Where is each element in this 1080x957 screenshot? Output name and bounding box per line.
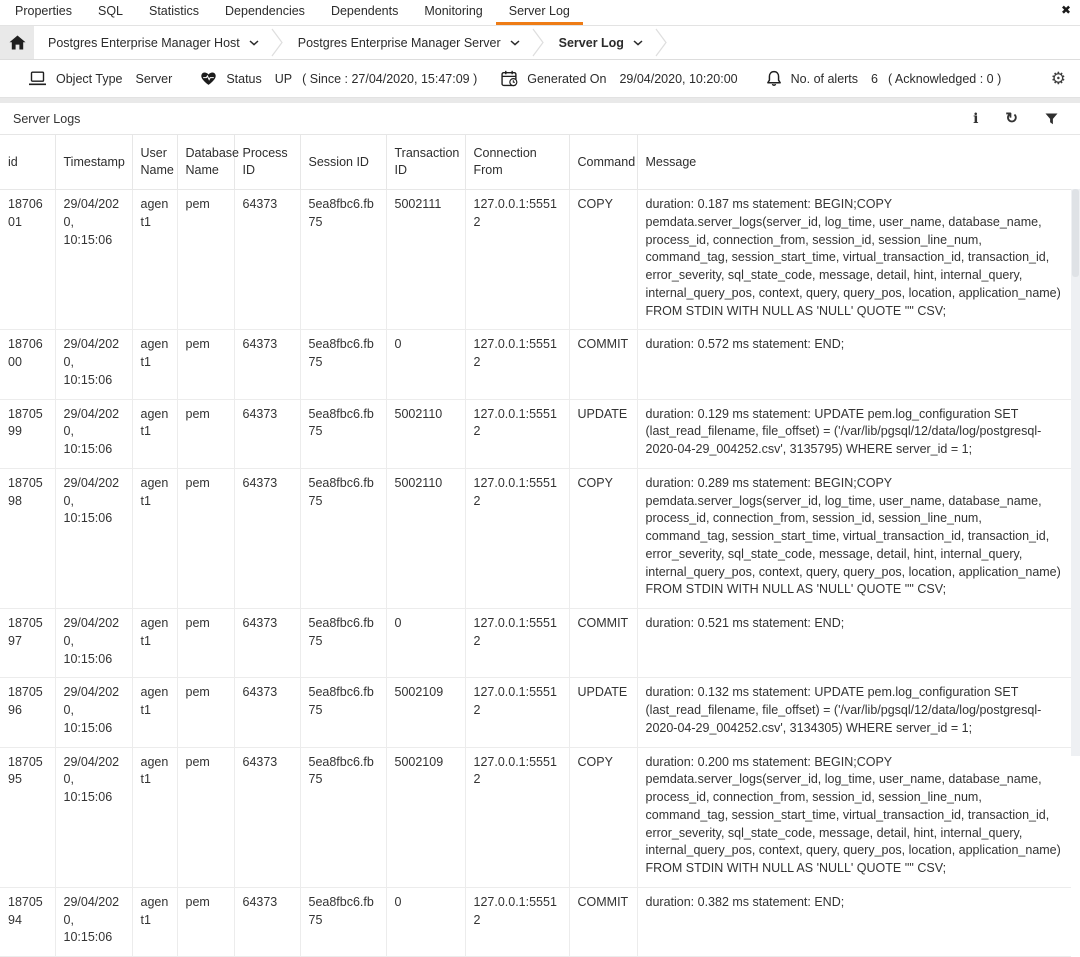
column-header-transaction-id[interactable]: Transaction ID [386,135,465,190]
tab-sql[interactable]: SQL [97,4,123,18]
cell-process: 64373 [234,609,300,678]
tab-monitoring[interactable]: Monitoring [424,4,483,18]
cell-timestamp: 29/04/2020, 10:15:06 [55,887,132,956]
cell-process: 64373 [234,747,300,887]
generated-on-value: 29/04/2020, 10:20:00 [619,71,738,86]
cell-message: duration: 0.521 ms statement: END; [637,609,1071,678]
object-tab-bar [0,0,1080,26]
cell-id: 1870600 [0,330,55,399]
table-row[interactable] [0,190,1071,330]
cell-command: UPDATE [569,399,637,468]
cell-database: pem [177,678,234,747]
cell-transaction: 5002109 [386,747,465,887]
chevron-down-icon [510,40,520,46]
cell-timestamp: 29/04/2020, 10:15:06 [55,747,132,887]
vertical-scrollbar[interactable] [1071,189,1080,756]
cell-transaction: 0 [386,887,465,956]
cell-connection: 127.0.0.1:55512 [465,330,569,399]
server-laptop-icon [28,71,47,86]
cell-user: agent1 [132,468,177,608]
cell-timestamp: 29/04/2020, 10:15:06 [55,399,132,468]
cell-id: 1870598 [0,468,55,608]
object-type-label: Object Type [56,71,123,86]
cell-timestamp: 29/04/2020, 10:15:06 [55,609,132,678]
cell-process: 64373 [234,887,300,956]
cell-command: UPDATE [569,678,637,747]
table-row[interactable] [0,399,1071,468]
close-icon[interactable]: ✖ [1060,3,1071,17]
cell-connection: 127.0.0.1:55512 [465,678,569,747]
table-row[interactable] [0,609,1071,678]
object-info-bar [0,60,1080,98]
cell-command: COPY [569,468,637,608]
column-header-timestamp[interactable]: Timestamp [55,135,132,190]
breadcrumb [0,26,1080,60]
column-header-id[interactable]: id [0,135,55,190]
status-value: UP [274,71,293,86]
cell-connection: 127.0.0.1:55512 [465,468,569,608]
tab-server-log[interactable]: Server Log [496,0,583,25]
cell-message: duration: 0.572 ms statement: END; [637,330,1071,399]
cell-message: duration: 0.132 ms statement: UPDATE pem.log_configuration SET (last_read_filename, file_offset) = ('/var/lib/pgsql/12/data/log/postgresql-2020-04-29_004252.csv', 3134305) WHERE server_id = 1; [637,678,1071,747]
settings-gear-icon[interactable]: ⚙ [1050,69,1066,88]
home-button[interactable] [0,26,34,59]
server-logs-table-wrap [0,135,1080,945]
breadcrumb-label: Postgres Enterprise Manager Host [48,35,240,50]
tab-statistics[interactable]: Statistics [149,4,200,18]
cell-connection: 127.0.0.1:55512 [465,887,569,956]
cell-command: COMMIT [569,609,637,678]
cell-id: 1870601 [0,190,55,330]
cell-timestamp: 29/04/2020, 10:15:06 [55,330,132,399]
cell-session: 5ea8fbc6.fb75 [300,609,386,678]
object-type-value: Server [135,71,173,86]
cell-user: agent1 [132,747,177,887]
cell-database: pem [177,330,234,399]
cell-transaction: 5002110 [386,468,465,608]
table-header-row [0,135,1071,190]
breadcrumb-item-postgres-enterprise-manager-server[interactable] [284,26,532,59]
table-row[interactable] [0,468,1071,608]
cell-timestamp: 29/04/2020, 10:15:06 [55,468,132,608]
cell-user: agent1 [132,678,177,747]
cell-id: 1870597 [0,609,55,678]
table-row[interactable] [0,887,1071,956]
cell-transaction: 5002111 [386,190,465,330]
cell-command: COPY [569,747,637,887]
table-row[interactable] [0,678,1071,747]
breadcrumb-label: Server Log [558,35,624,50]
cell-command: COMMIT [569,887,637,956]
cell-session: 5ea8fbc6.fb75 [300,887,386,956]
calendar-icon [501,70,518,87]
tab-properties[interactable]: Properties [15,4,72,18]
cell-database: pem [177,747,234,887]
cell-transaction: 5002109 [386,678,465,747]
breadcrumb-separator-icon [655,27,668,58]
cell-message: duration: 0.187 ms statement: BEGIN;COPY pemdata.server_logs(server_id, log_time, user_name, database_name, process_id, connection_from, session_id, session_line_num, command_tag, session_start_time, virtual_transaction_id, transaction_id, error_severity, sql_state_code, message, detail, hint, internal_query, internal_query_pos, context, query, query_pos, location, application_name) FROM STDIN WITH NULL AS 'NULL' QUOTE '"' CSV; [637,190,1071,330]
status-since: ( Since : 27/04/2020, 15:47:09 ) [302,71,478,86]
column-header-connection-from[interactable]: Connection From [465,135,569,190]
cell-process: 64373 [234,190,300,330]
cell-transaction: 0 [386,330,465,399]
cell-command: COMMIT [569,330,637,399]
cell-database: pem [177,190,234,330]
server-logs-panel-header [0,103,1080,135]
cell-timestamp: 29/04/2020, 10:15:06 [55,678,132,747]
status-heart-icon [200,71,217,86]
cell-session: 5ea8fbc6.fb75 [300,330,386,399]
cell-command: COPY [569,190,637,330]
cell-session: 5ea8fbc6.fb75 [300,399,386,468]
generated-on-label: Generated On [527,71,607,86]
breadcrumb-separator-icon [532,27,545,58]
cell-message: duration: 0.289 ms statement: BEGIN;COPY pemdata.server_logs(server_id, log_time, user_name, database_name, process_id, connection_from, session_id, session_line_num, command_tag, session_start_time, virtual_transaction_id, transaction_id, error_severity, sql_state_code, message, detail, hint, internal_query, internal_query_pos, context, query, query_pos, location, application_name) FROM STDIN WITH NULL AS 'NULL' QUOTE '"' CSV; [637,468,1071,608]
cell-transaction: 5002110 [386,399,465,468]
cell-process: 64373 [234,468,300,608]
cell-user: agent1 [132,190,177,330]
cell-message: duration: 0.129 ms statement: UPDATE pem.log_configuration SET (last_read_filename, file_offset) = ('/var/lib/pgsql/12/data/log/postgresql-2020-04-29_004252.csv', 3135795) WHERE server_id = 1; [637,399,1071,468]
breadcrumb-separator-icon [271,27,284,58]
column-header-user-name[interactable]: User Name [132,135,177,190]
column-header-message[interactable]: Message [637,135,1071,190]
cell-message: duration: 0.200 ms statement: BEGIN;COPY pemdata.server_logs(server_id, log_time, user_name, database_name, process_id, connection_from, session_id, session_line_num, command_tag, session_start_time, virtual_transaction_id, transaction_id, error_severity, sql_state_code, message, detail, hint, internal_query, internal_query_pos, context, query, query_pos, location, application_name) FROM STDIN WITH NULL AS 'NULL' QUOTE '"' CSV; [637,747,1071,887]
alerts-count: 6 [871,71,878,86]
alerts-acknowledged: ( Acknowledged : 0 ) [887,71,1002,86]
cell-session: 5ea8fbc6.fb75 [300,678,386,747]
breadcrumb-label: Postgres Enterprise Manager Server [297,35,501,50]
cell-session: 5ea8fbc6.fb75 [300,468,386,608]
cell-user: agent1 [132,887,177,956]
chevron-down-icon [249,40,259,46]
cell-message: duration: 0.382 ms statement: END; [637,887,1071,956]
cell-session: 5ea8fbc6.fb75 [300,190,386,330]
alerts-label: No. of alerts [790,71,859,86]
cell-connection: 127.0.0.1:55512 [465,399,569,468]
cell-database: pem [177,399,234,468]
column-header-session-id[interactable]: Session ID [300,135,386,190]
cell-user: agent1 [132,399,177,468]
chevron-down-icon [633,40,643,46]
cell-id: 1870596 [0,678,55,747]
alerts-bell-icon [766,70,782,87]
column-header-command[interactable]: Command [569,135,637,190]
cell-connection: 127.0.0.1:55512 [465,747,569,887]
column-header-database-name[interactable]: Database Name [177,135,234,190]
cell-connection: 127.0.0.1:55512 [465,609,569,678]
tab-dependencies[interactable]: Dependencies [225,4,305,18]
cell-timestamp: 29/04/2020, 10:15:06 [55,190,132,330]
cell-id: 1870594 [0,887,55,956]
cell-user: agent1 [132,609,177,678]
breadcrumb-item-postgres-enterprise-manager-host[interactable] [34,26,271,59]
cell-connection: 127.0.0.1:55512 [465,190,569,330]
column-header-process-id[interactable]: Process ID [234,135,300,190]
filter-icon[interactable] [1045,113,1058,125]
cell-user: agent1 [132,330,177,399]
cell-id: 1870599 [0,399,55,468]
breadcrumb-strip [34,26,1080,59]
home-icon [9,35,26,50]
cell-database: pem [177,609,234,678]
server-logs-table [0,135,1071,957]
table-row[interactable] [0,747,1071,887]
cell-database: pem [177,468,234,608]
refresh-icon[interactable]: ↻ [1005,110,1018,127]
status-label: Status [226,71,262,86]
cell-database: pem [177,887,234,956]
cell-session: 5ea8fbc6.fb75 [300,747,386,887]
breadcrumb-item-server-log[interactable] [545,26,655,59]
tab-dependents[interactable]: Dependents [330,4,399,18]
cell-transaction: 0 [386,609,465,678]
cell-process: 64373 [234,399,300,468]
panel-title: Server Logs [13,111,81,126]
table-row[interactable] [0,330,1071,399]
scrollbar-thumb[interactable] [1072,189,1079,277]
cell-id: 1870595 [0,747,55,887]
cell-process: 64373 [234,330,300,399]
info-icon[interactable]: i [973,110,979,127]
cell-process: 64373 [234,678,300,747]
